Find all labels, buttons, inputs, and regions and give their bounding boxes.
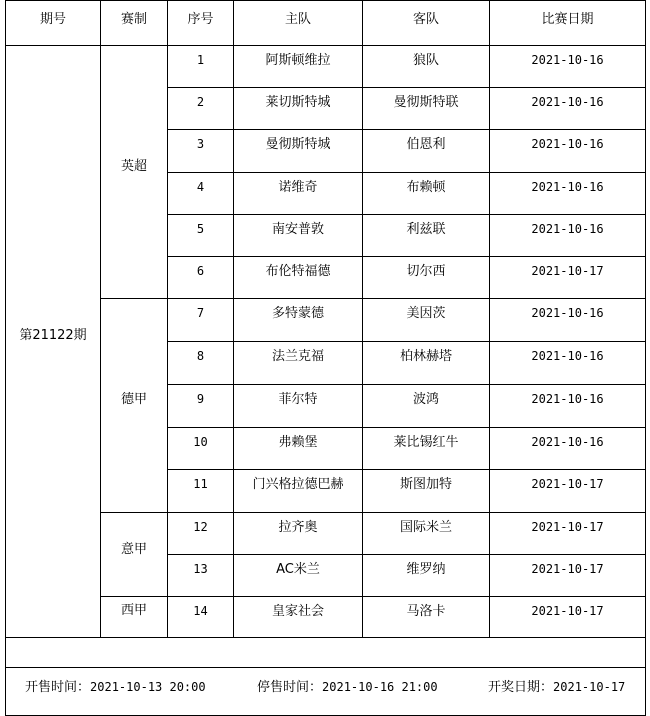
sale-start [25, 676, 206, 695]
match-date: 2021-10-16 [531, 95, 604, 109]
match-date: 2021-10-16 [531, 349, 604, 363]
match-index: 10 [193, 435, 208, 449]
match-index: 2 [196, 95, 205, 109]
header-date: 比赛日期 [541, 11, 594, 27]
match-index: 11 [193, 477, 208, 491]
home-team: 诺维奇 [278, 179, 318, 195]
league-la-liga: 西甲 [120, 602, 147, 618]
match-date: 2021-10-17 [531, 520, 604, 534]
away-team: 布赖顿 [406, 179, 446, 195]
match-date: 2021-10-17 [531, 264, 604, 278]
home-team: 阿斯顿维拉 [265, 52, 331, 68]
match-date: 2021-10-17 [531, 562, 604, 576]
header-index: 序号 [187, 11, 214, 27]
home-team: 弗赖堡 [278, 434, 318, 450]
match-index: 4 [196, 180, 205, 194]
header-home: 主队 [284, 11, 311, 27]
match-date: 2021-10-16 [531, 180, 604, 194]
away-team: 柏林赫塔 [399, 348, 452, 364]
match-date: 2021-10-16 [531, 435, 604, 449]
draw-date [488, 676, 625, 695]
home-team: 多特蒙德 [271, 305, 324, 321]
home-team: 皇家社会 [271, 603, 324, 619]
home-team: AC米兰 [276, 561, 320, 577]
sale-stop-value: 2021-10-16 21:00 [322, 680, 438, 694]
sale-stop [257, 676, 438, 695]
league-bundesliga: 德甲 [120, 391, 147, 407]
draw-value: 2021-10-17 [553, 680, 626, 694]
home-team: 南安普敦 [271, 221, 324, 237]
match-date: 2021-10-16 [531, 392, 604, 406]
match-index: 5 [196, 222, 205, 236]
match-date: 2021-10-16 [531, 306, 604, 320]
away-team: 狼队 [412, 52, 439, 68]
away-team: 斯图加特 [399, 476, 452, 492]
match-date: 2021-10-16 [531, 222, 604, 236]
match-index: 14 [193, 604, 208, 618]
header-away: 客队 [412, 11, 439, 27]
away-team: 莱比锡红牛 [393, 434, 459, 450]
match-index: 3 [196, 137, 205, 151]
match-index: 9 [196, 392, 205, 406]
home-team: 拉齐奥 [278, 519, 318, 535]
sale-start-value: 2021-10-13 20:00 [90, 680, 206, 694]
match-index: 7 [196, 306, 205, 320]
match-date: 2021-10-17 [531, 477, 604, 491]
away-team: 国际米兰 [399, 519, 452, 535]
match-index: 13 [193, 562, 208, 576]
home-team: 门兴格拉德巴赫 [252, 476, 344, 492]
match-date: 2021-10-16 [531, 53, 604, 67]
match-date: 2021-10-17 [531, 604, 604, 618]
away-team: 波鸿 [412, 391, 439, 407]
league-serie-a: 意甲 [120, 541, 147, 557]
away-team: 切尔西 [406, 263, 446, 279]
header-period: 期号 [39, 11, 66, 27]
home-team: 布伦特福德 [265, 263, 331, 279]
away-team: 维罗纳 [406, 561, 446, 577]
match-index: 12 [193, 520, 208, 534]
home-team: 曼彻斯特城 [265, 136, 331, 152]
header-league: 赛制 [120, 11, 147, 27]
home-team: 菲尔特 [278, 391, 318, 407]
away-team: 利兹联 [406, 221, 446, 237]
away-team: 美因茨 [406, 305, 446, 321]
league-epl: 英超 [120, 158, 147, 174]
period-cell: 第21122期 [19, 327, 87, 343]
match-index: 6 [196, 264, 205, 278]
sale-start-label: 开售时间： [25, 680, 91, 695]
match-index: 8 [196, 349, 205, 363]
away-team: 曼彻斯特联 [393, 94, 459, 110]
draw-label: 开奖日期： [488, 680, 554, 695]
match-date: 2021-10-16 [531, 137, 604, 151]
sale-stop-label: 停售时间： [257, 680, 323, 695]
home-team: 莱切斯特城 [265, 94, 331, 110]
away-team: 伯恩利 [406, 136, 446, 152]
away-team: 马洛卡 [406, 603, 446, 619]
home-team: 法兰克福 [271, 348, 324, 364]
match-index: 1 [196, 53, 205, 67]
